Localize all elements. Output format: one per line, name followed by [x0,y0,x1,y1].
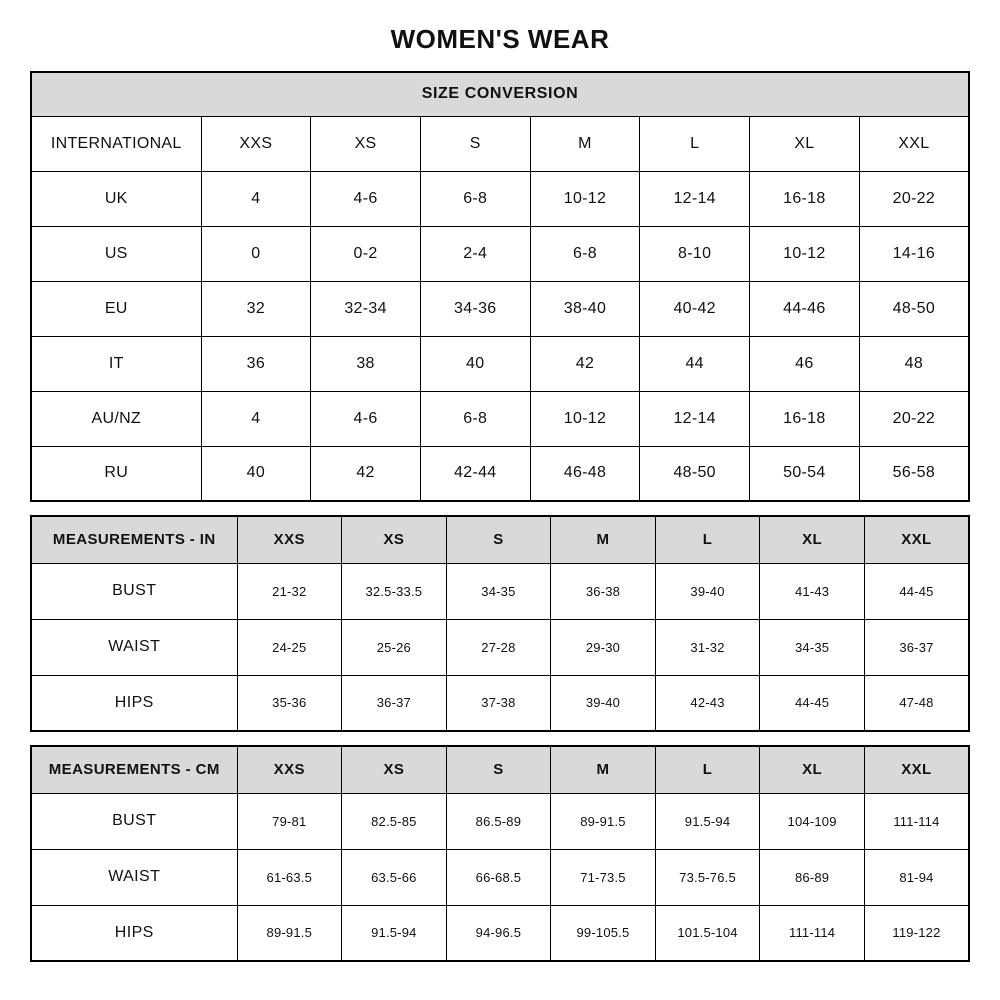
size-column-header: XL [760,516,865,563]
table-cell: 36 [201,336,311,391]
table-cell: 44-45 [760,675,865,731]
table-cell: 66-68.5 [446,849,551,905]
table-cell: 16-18 [750,391,860,446]
table-cell: 14-16 [859,226,969,281]
table-cell: 61-63.5 [237,849,342,905]
table-cell: 36-37 [342,675,447,731]
row-label: HIPS [31,905,237,961]
table-cell: 8-10 [640,226,750,281]
table-cell: 34-36 [420,281,530,336]
table-cell: 42 [530,336,640,391]
table-cell: 36-37 [864,619,969,675]
page-title: WOMEN'S WEAR [390,24,610,54]
table-cell: 25-26 [342,619,447,675]
row-label: RU [31,446,201,501]
table-cell: 6-8 [420,391,530,446]
table-row [31,226,969,281]
table-cell: 27-28 [446,619,551,675]
table-cell: 4 [201,391,311,446]
table-cell: 32 [201,281,311,336]
table-cell: 40 [201,446,311,501]
row-label: IT [31,336,201,391]
table-row [31,446,969,501]
row-label: AU/NZ [31,391,201,446]
size-column-header: M [551,516,656,563]
table-cell: 48 [859,336,969,391]
table-cell: 34-35 [760,619,865,675]
table-row [31,849,969,905]
table-cell: 24-25 [237,619,342,675]
table-cell: 0-2 [311,226,421,281]
table-cell: 79-81 [237,793,342,849]
table-header-row [31,516,969,563]
table-row [31,116,969,171]
row-label: INTERNATIONAL [31,116,201,171]
table-cell: 40-42 [640,281,750,336]
table-cell: 37-38 [446,675,551,731]
table-cell: 32.5-33.5 [342,563,447,619]
table-cell: 46 [750,336,860,391]
table-cell: 82.5-85 [342,793,447,849]
table-cell: 32-34 [311,281,421,336]
size-column-header: XS [342,746,447,793]
size-conversion-header: SIZE CONVERSION [31,72,969,116]
table-cell: 91.5-94 [342,905,447,961]
table-row [31,171,969,226]
size-column-header: XL [760,746,865,793]
size-column-header: XXL [864,746,969,793]
table-cell: 39-40 [551,675,656,731]
table-row [31,391,969,446]
table-cell: 44 [640,336,750,391]
measurements-in-table [30,515,970,732]
table-cell: 91.5-94 [655,793,760,849]
table-cell: 89-91.5 [237,905,342,961]
table-cell: XL [750,116,860,171]
measurements-cm-table [30,745,970,962]
table-header-row [31,72,969,116]
table-cell: L [640,116,750,171]
table-cell: 40 [420,336,530,391]
table-cell: S [420,116,530,171]
table-cell: 6-8 [530,226,640,281]
size-column-header: XS [342,516,447,563]
table-cell: 44-45 [864,563,969,619]
table-cell: 36-38 [551,563,656,619]
row-label: HIPS [31,675,237,731]
table-row [31,675,969,731]
size-column-header: L [655,746,760,793]
table-cell: 42-43 [655,675,760,731]
table-cell: 81-94 [864,849,969,905]
table-cell: 4-6 [311,171,421,226]
table-cell: 99-105.5 [551,905,656,961]
table-cell: 47-48 [864,675,969,731]
table-cell: 10-12 [750,226,860,281]
table-cell: 38 [311,336,421,391]
table-cell: 63.5-66 [342,849,447,905]
table-cell: XXS [201,116,311,171]
table-row [31,563,969,619]
table-cell: 119-122 [864,905,969,961]
table-cell: 4-6 [311,391,421,446]
table-cell: 111-114 [760,905,865,961]
row-label: BUST [31,563,237,619]
table-header-row [31,746,969,793]
table-cell: 86-89 [760,849,865,905]
row-label: BUST [31,793,237,849]
table-cell: 29-30 [551,619,656,675]
table-row [31,336,969,391]
table-cell: 71-73.5 [551,849,656,905]
table-row [31,793,969,849]
table-row [31,619,969,675]
table-cell: 42-44 [420,446,530,501]
table-cell: 12-14 [640,391,750,446]
table-cell: 73.5-76.5 [655,849,760,905]
table-cell: 10-12 [530,391,640,446]
table-cell: 101.5-104 [655,905,760,961]
size-column-header: M [551,746,656,793]
table-cell: 41-43 [760,563,865,619]
row-label: WAIST [31,849,237,905]
row-label: EU [31,281,201,336]
table-cell: 16-18 [750,171,860,226]
table-cell: 21-32 [237,563,342,619]
table-row [31,905,969,961]
table-cell: 89-91.5 [551,793,656,849]
table-cell: 104-109 [760,793,865,849]
table-cell: 56-58 [859,446,969,501]
table-cell: 42 [311,446,421,501]
row-label: US [31,226,201,281]
table-cell: 35-36 [237,675,342,731]
table-cell: M [530,116,640,171]
table-cell: 12-14 [640,171,750,226]
table-cell: 4 [201,171,311,226]
table-cell: 48-50 [859,281,969,336]
size-column-header: XXS [237,516,342,563]
table-cell: XS [311,116,421,171]
table-cell: 50-54 [750,446,860,501]
table-cell: 94-96.5 [446,905,551,961]
table-cell: 48-50 [640,446,750,501]
table-cell: 111-114 [864,793,969,849]
row-label: WAIST [31,619,237,675]
table-cell: 39-40 [655,563,760,619]
measurements-in-header: MEASUREMENTS - IN [31,516,237,563]
table-cell: 2-4 [420,226,530,281]
table-cell: 6-8 [420,171,530,226]
size-column-header: XXS [237,746,342,793]
table-cell: 20-22 [859,391,969,446]
table-cell: 34-35 [446,563,551,619]
table-row [31,281,969,336]
table-cell: 0 [201,226,311,281]
size-column-header: S [446,516,551,563]
size-conversion-table [30,71,970,502]
table-cell: 31-32 [655,619,760,675]
size-column-header: L [655,516,760,563]
table-cell: 10-12 [530,171,640,226]
size-column-header: XXL [864,516,969,563]
table-cell: 38-40 [530,281,640,336]
table-cell: 46-48 [530,446,640,501]
table-cell: 44-46 [750,281,860,336]
table-cell: 86.5-89 [446,793,551,849]
table-cell: 20-22 [859,171,969,226]
row-label: UK [31,171,201,226]
size-column-header: S [446,746,551,793]
measurements-cm-header: MEASUREMENTS - CM [31,746,237,793]
table-cell: XXL [859,116,969,171]
